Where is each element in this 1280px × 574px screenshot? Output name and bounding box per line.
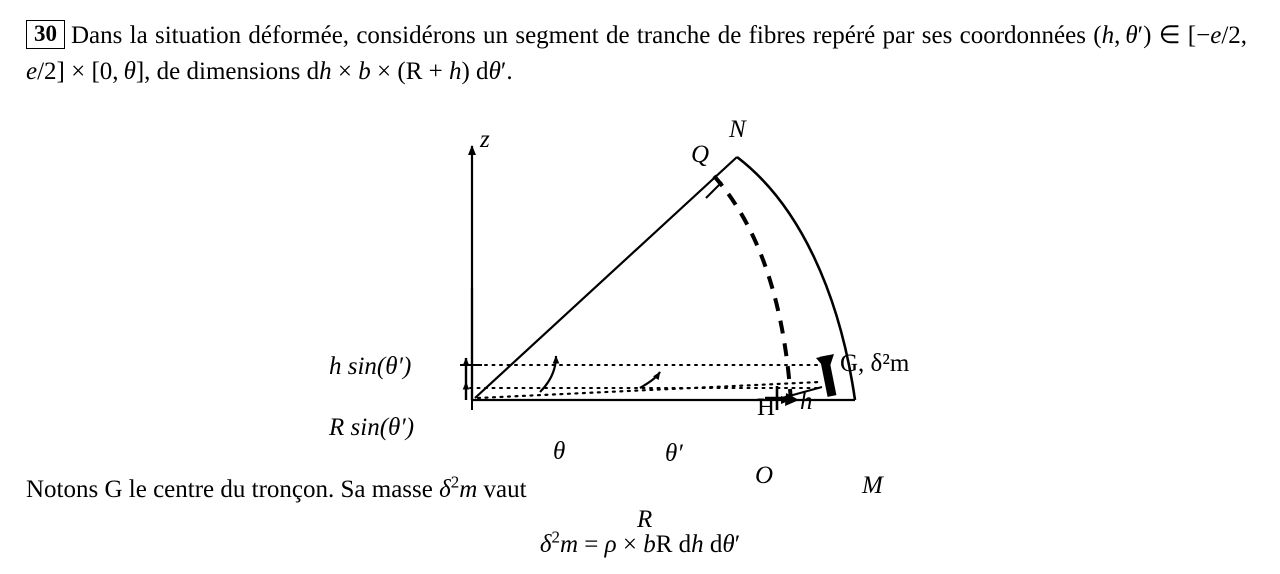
equation-mass	[0, 528, 1280, 559]
label-angle-theta-prime: θ′	[665, 440, 683, 467]
angle-theta-arc	[540, 356, 556, 392]
dashed-fiber-curve	[714, 176, 791, 402]
paragraph-bottom-text: Notons G le centre du tronçon. Sa masse $\delta^2m$ vaut	[26, 473, 527, 504]
question-number: 30	[26, 20, 65, 49]
arc-NM	[737, 157, 855, 400]
label-h-small: h	[800, 388, 813, 415]
figure-svg	[0, 110, 1280, 455]
label-point-M: M	[862, 472, 883, 499]
paragraph-top	[26, 18, 1252, 89]
segment-ON	[475, 157, 737, 398]
label-h-sin-theta: h sin(θ′)	[329, 353, 412, 380]
paragraph-top-text: Dans la situation déformée, considérons un segment de tranche de fibres repéré par ses coordonnées (h, θ′) ∈ [−e/2, e/2] × [0, θ], de dimensions dh × b × (R + h) dθ′.	[26, 22, 1253, 85]
label-angle-theta: θ	[553, 438, 566, 465]
label-radius-R: R	[637, 506, 653, 533]
angle-theta-prime-arc	[640, 372, 660, 388]
equation-text: $\delta^2m = \rho$ × bR dh dθ′	[539, 528, 741, 559]
label-z-axis: z	[480, 126, 490, 153]
paragraph-bottom	[26, 472, 527, 507]
label-point-N: N	[729, 116, 746, 143]
label-R-sin-theta: R sin(θ′)	[329, 414, 415, 441]
label-point-Q: Q	[691, 141, 710, 168]
label-point-H: H	[757, 394, 776, 421]
label-point-G: G, δ²m	[840, 350, 910, 377]
label-point-O: O	[755, 462, 774, 489]
